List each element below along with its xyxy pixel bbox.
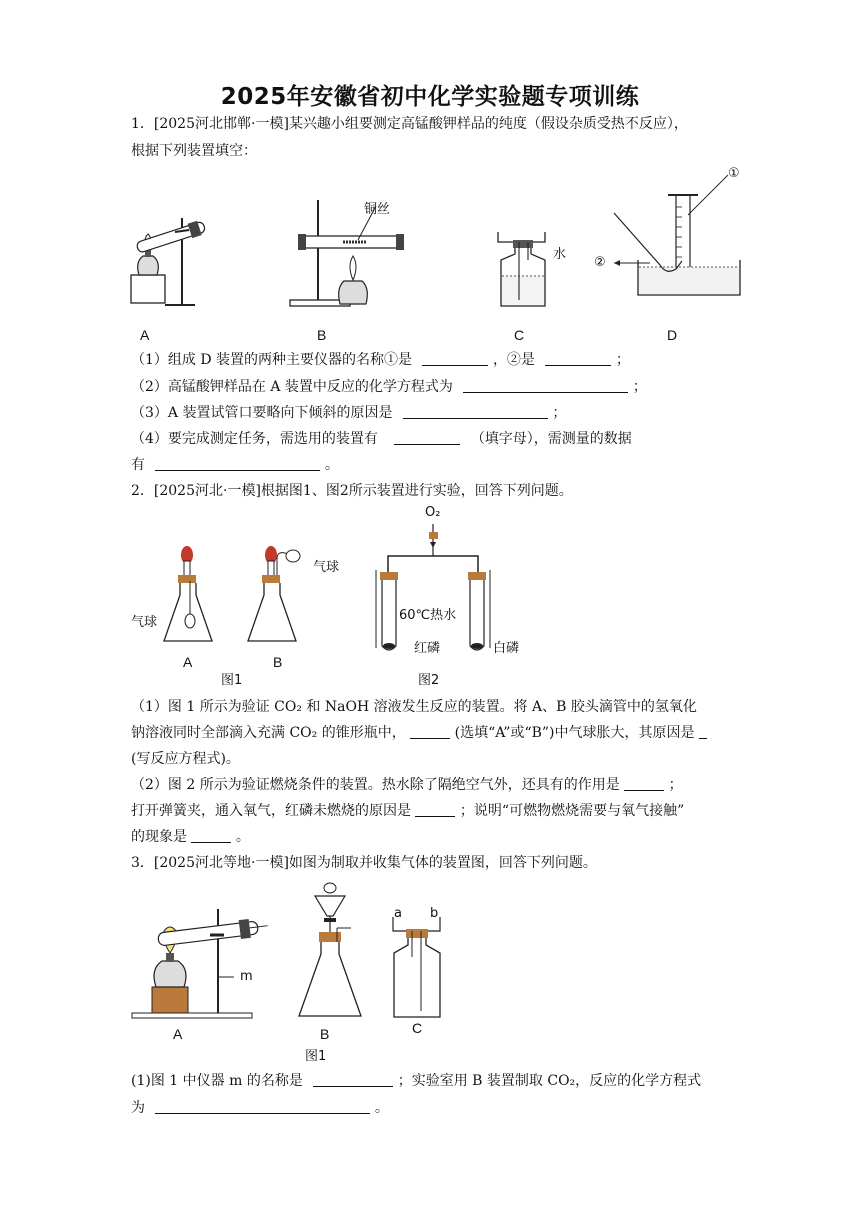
q3-label-port-a: a [394, 906, 402, 921]
q3-label-m: m [240, 969, 253, 984]
q2-label-fig2: 图2 [418, 673, 440, 688]
q3-label-a: A [173, 1026, 183, 1042]
q2-label-a: A [183, 654, 193, 670]
q2-part2-text-a: （2）图 2 所示为验证燃烧条件的装置。热水除了隔绝空气外，还具有的作用是 [131, 777, 620, 793]
q2-label-hot-water: 60℃热水 [399, 608, 457, 623]
q1-apparatus-d [610, 165, 760, 310]
q3-blank-1[interactable] [313, 1072, 393, 1087]
q2-blank-2[interactable] [699, 724, 707, 739]
q1-part2-text-a: （2）高锰酸钾样品在 A 装置中反应的化学方程式为 [131, 379, 453, 395]
q3-apparatus-a [128, 905, 278, 1023]
q2-label-o2: O₂ [425, 505, 441, 520]
q2-part1-line1: （1）图 1 所示为验证 CO₂ 和 NaOH 溶液发生反应的装置。将 A、B 胶头滴管中的氢氧化 [131, 699, 697, 715]
q1-label-water: 水 [553, 247, 567, 262]
q1-apparatus-b [288, 196, 413, 311]
q1-blank-3[interactable] [463, 378, 628, 393]
q1-label-d: D [667, 327, 678, 343]
q2-blank-5[interactable] [191, 828, 231, 843]
q1-label-copper: 铜丝 [364, 202, 391, 217]
q1-label-a: A [140, 327, 150, 343]
q3-label-port-b: b [430, 906, 439, 921]
q1-apparatus-a [125, 210, 215, 310]
q2-blank-1[interactable] [410, 724, 450, 739]
q2-part2-line1 [131, 775, 731, 795]
q2-part2-text-f: 。 [235, 829, 250, 845]
q3-label-b: B [320, 1026, 330, 1042]
q1-label-b: B [317, 327, 327, 343]
q2-label-red-p: 红磷 [414, 641, 441, 656]
q2-part1-text-b: (选填“A”或“B”)中气球胀大，其原因是 [454, 725, 695, 741]
q1-apparatus-c [495, 230, 555, 310]
q1-blank-2[interactable] [545, 351, 611, 366]
q3-part1-line1 [131, 1071, 731, 1091]
q1-blank-1[interactable] [422, 351, 488, 366]
q3-part1-line2 [131, 1098, 731, 1118]
q1-part2 [131, 377, 731, 397]
q3-part1-text-a: (1)图 1 中仪器 m 的名称是 [131, 1073, 303, 1089]
q1-part1 [131, 350, 731, 370]
q2-part2-text-b: ； [668, 777, 683, 793]
q1-part2-text-b: ； [632, 379, 647, 395]
q2-part2-text-d: ；说明“可燃物燃烧需要与氧气接触” [459, 803, 685, 819]
q2-label-balloon-b: 气球 [313, 560, 340, 575]
q1-part1-text-b: ，②是 [492, 352, 535, 368]
q3-part1-text-b: ；实验室用 B 装置制取 CO₂，反应的化学方程式 [397, 1073, 702, 1089]
q2-label-fig1: 图1 [221, 673, 243, 688]
q1-stem-line1: 1．[2025河北邯郸·一模]某兴趣小组要测定高锰酸钾样品的纯度（假设杂质受热不反应）， [131, 116, 688, 132]
q3-stem: 3．[2025河北等地·一模]如图为制取并收集气体的装置图，回答下列问题。 [131, 855, 597, 871]
q2-part1-text-a: 钠溶液同时全部滴入充满 CO₂ 的锥形瓶中， [131, 725, 406, 741]
q2-part1-line3: (写反应方程式)。 [131, 751, 240, 767]
q1-part3 [131, 403, 731, 423]
q1-part1-text-a: （1）组成 D 装置的两种主要仪器的名称①是 [131, 352, 413, 368]
q3-blank-2[interactable] [155, 1099, 370, 1114]
q2-label-b: B [273, 654, 283, 670]
q1-blank-6[interactable] [155, 456, 320, 471]
q1-part4-text-a: （4）要完成测定任务，需选用的装置有 [131, 431, 378, 447]
q1-part4 [131, 429, 731, 449]
q1-blank-4[interactable] [403, 404, 548, 419]
q1-part4-text-c: 有 [131, 457, 145, 473]
q1-part4-text-d: 。 [324, 457, 339, 473]
q2-blank-3[interactable] [624, 776, 664, 791]
q1-label-circle-1: ① [728, 166, 740, 181]
q1-label-circle-2: ② [594, 255, 606, 270]
q1-label-c: C [514, 327, 525, 343]
q3-part1-text-c: 为 [131, 1100, 145, 1116]
q2-stem: 2．[2025河北·一模]根据图1、图2所示装置进行实验，回答下列问题。 [131, 483, 573, 499]
q1-blank-5[interactable] [394, 430, 460, 445]
q1-stem-line2: 根据下列装置填空： [131, 143, 257, 159]
q2-part2-text-c: 打开弹簧夹，通入氧气，红磷未燃烧的原因是 [131, 803, 411, 819]
page-title: 2025年安徽省初中化学实验题专项训练 [220, 84, 640, 110]
q2-label-balloon-a: 气球 [131, 615, 158, 630]
q1-part3-text-a: （3）A 装置试管口要略向下倾斜的原因是 [131, 405, 393, 421]
q2-part1-line2 [131, 723, 731, 743]
q1-part4-cont [131, 455, 731, 475]
q3-apparatus-c [388, 913, 448, 1023]
q2-label-white-p: 白磷 [493, 641, 520, 656]
q2-fig1-flask-a [160, 545, 220, 650]
q1-part4-text-b: （填字母），需测量的数据 [470, 431, 632, 447]
q2-part2-line3 [131, 827, 731, 847]
q2-part2-line2 [131, 801, 731, 821]
q3-label-c: C [412, 1020, 423, 1036]
q2-blank-4[interactable] [415, 802, 455, 817]
q1-part1-text-c: ； [615, 352, 630, 368]
q2-part2-text-e: 的现象是 [131, 829, 187, 845]
q3-part1-text-d: 。 [374, 1100, 389, 1116]
q3-apparatus-b [295, 878, 365, 1023]
q3-label-fig1: 图1 [305, 1049, 327, 1064]
q1-part3-text-b: ； [552, 405, 567, 421]
